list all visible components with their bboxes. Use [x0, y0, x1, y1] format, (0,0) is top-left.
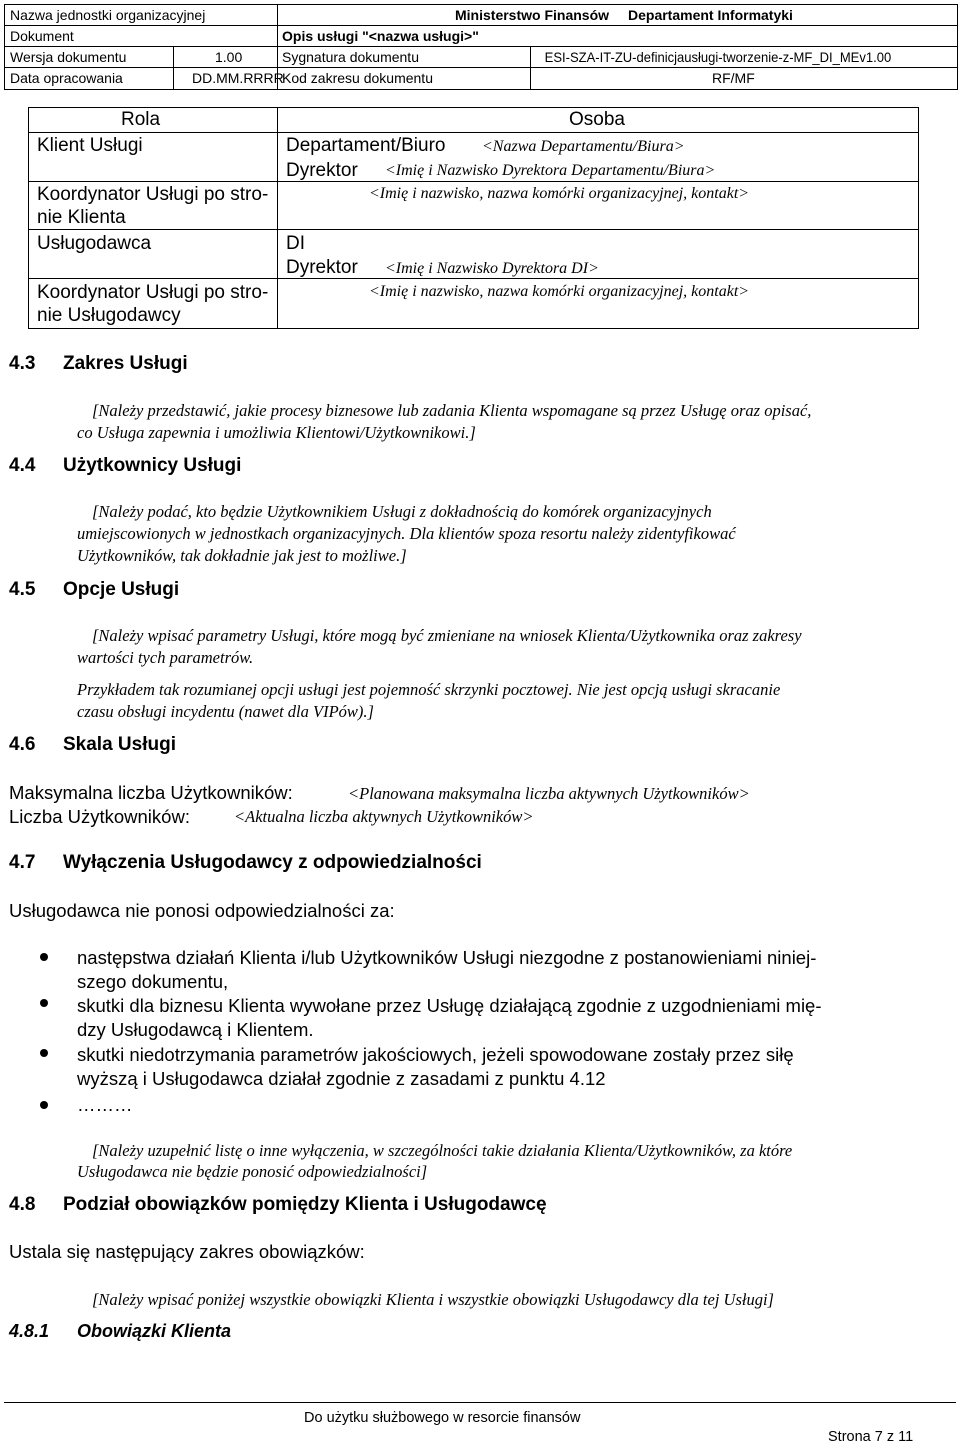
client-dept-label: Departament/Biuro	[286, 135, 446, 156]
provider-dept-label: DI	[286, 233, 305, 254]
section-heading-4-8: 4.8 Podział obowiązków pomiędzy Klienta i Usługodawcę	[9, 1194, 547, 1215]
roles-table	[28, 107, 919, 329]
users-count-label: Liczba Użytkowników:	[9, 806, 190, 827]
s44-note-line1: [Należy podać, kto będzie Użytkownikiem Usługi z dokładnością do komórek organizacyjnych	[92, 502, 712, 521]
s45-note-line4: czasu obsługi incydentu (nawet dla VIPów).]	[77, 702, 374, 721]
col-role-header: Rola	[121, 109, 161, 130]
s44-note-line2: umiejscowionych w jednostkach organizacyjnych. Dla klientów spoza resortu należy zidentyfikować	[77, 524, 736, 543]
role-provider-coordinator-line1: Koordynator Usługi po stro-	[37, 282, 269, 303]
provider-director-value: <Imię i Nazwisko Dyrektora DI>	[385, 260, 599, 277]
date-value: DD.MM.RRRR	[192, 70, 284, 86]
bullet-icon	[40, 999, 48, 1007]
s47-item3-line1: skutki niedotrzymania parametrów jakościowych, jeżeli spowodowane zostały przez siłę	[77, 1044, 794, 1065]
signature-label: Sygnatura dokumentu	[282, 49, 419, 65]
version-label: Wersja dokumentu	[10, 49, 127, 65]
s43-note-line2: co Usługa zapewnia i umożliwia Klientowi/Użytkownikowi.]	[77, 423, 476, 442]
max-users-value: <Planowana maksymalna liczba aktywnych Użytkowników>	[348, 784, 750, 803]
s47-item1-line2: szego dokumentu,	[77, 971, 229, 992]
role-client-coordinator-line2: nie Klienta	[37, 207, 126, 228]
header-row-organization	[5, 5, 957, 26]
s43-note-line1: [Należy przedstawić, jakie procesy biznesowe lub zadania Klienta wspomagane są przez Usługę oraz opisać,	[92, 401, 812, 420]
s47-item1-line1: następstwa działań Klienta i/lub Użytkowników Usługi niezgodne z postanowieniami niniej-	[77, 947, 817, 968]
users-count-value: <Aktualna liczba aktywnych Użytkowników>	[234, 807, 534, 826]
col-person-header: Osoba	[569, 109, 625, 130]
s44-note-line3: Użytkowników, tak dokładnie jak jest to możliwe.]	[77, 546, 407, 565]
s45-note-line3: Przykładem tak rozumianej opcji usługi jest pojemność skrzynki pocztowej. Nie jest opcją usługi skracanie	[77, 680, 781, 699]
provider-director-label: Dyrektor	[286, 257, 358, 278]
scope-value: RF/MF	[712, 70, 755, 86]
role-provider: Usługodawca	[37, 233, 152, 254]
bullet-icon	[40, 953, 48, 961]
s47-note-line2: Usługodawca nie będzie ponosić odpowiedzialności]	[77, 1162, 428, 1181]
section-heading-4-3: 4.3 Zakres Usługi	[9, 353, 188, 374]
role-client-coordinator-line1: Koordynator Usługi po stro-	[37, 184, 269, 205]
footer-classification: Do użytku służbowego w resorcie finansów	[304, 1410, 581, 1426]
s47-item3-line2: wyższą i Usługodawca działał zgodnie z zasadami z punktu 4.12	[77, 1068, 606, 1089]
header-row-version	[5, 47, 957, 68]
footer-divider	[4, 1402, 956, 1403]
footer-page-number: Strona 7 z 11	[828, 1429, 914, 1445]
client-director-value: <Imię i Nazwisko Dyrektora Departamentu/Biura>	[385, 162, 716, 179]
s45-note-line2: wartości tych parametrów.	[77, 648, 254, 667]
ministry-name: Ministerstwo Finansów	[455, 7, 610, 23]
s48-note: [Należy wpisać poniżej wszystkie obowiązki Klienta i wszystkie obowiązki Usługodawcy dla tej Usługi]	[92, 1290, 774, 1309]
section-heading-4-6: 4.6 Skala Usługi	[9, 734, 176, 755]
version-value: 1.00	[215, 49, 243, 65]
s47-intro: Usługodawca nie ponosi odpowiedzialności za:	[9, 900, 395, 921]
org-label: Nazwa jednostki organizacyjnej	[10, 7, 206, 23]
provider-coordinator-value: <Imię i nazwisko, nazwa komórki organizacyjnej, kontakt>	[369, 283, 750, 300]
department-name: Departament Informatyki	[628, 7, 793, 23]
signature-value: ESI-SZA-IT-ZU-definicjausługi-tworzenie-z-MF_DI_MEv1.00	[544, 49, 892, 65]
section-heading-4-5: 4.5 Opcje Usługi	[9, 579, 180, 600]
scope-label: Kod zakresu dokumentu	[282, 70, 433, 86]
bullet-icon	[40, 1101, 48, 1109]
s45-note-line1: [Należy wpisać parametry Usługi, które mogą być zmieniane na wniosek Klienta/Użytkownika oraz zakresy	[92, 626, 802, 645]
s47-item4: ………	[77, 1094, 133, 1115]
header-row-date	[5, 68, 957, 89]
client-director-label: Dyrektor	[286, 160, 358, 181]
client-dept-value: <Nazwa Departamentu/Biura>	[482, 138, 685, 155]
client-coordinator-value: <Imię i nazwisko, nazwa komórki organizacyjnej, kontakt>	[369, 185, 750, 202]
s48-intro: Ustala się następujący zakres obowiązków:	[9, 1241, 365, 1262]
doc-label: Dokument	[10, 28, 74, 44]
section-heading-4-4: 4.4 Użytkownicy Usługi	[9, 455, 242, 476]
section-heading-4-7: 4.7 Wyłączenia Usługodawcy z odpowiedzialności	[9, 852, 482, 873]
role-client: Klient Usługi	[37, 135, 143, 156]
role-provider-coordinator-line2: nie Usługodawcy	[37, 305, 181, 326]
s47-item2-line2: dzy Usługodawcą i Klientem.	[77, 1019, 314, 1040]
bullet-icon	[40, 1049, 48, 1057]
s47-item2-line1: skutki dla biznesu Klienta wywołane przez Usługę działającą zgodnie z uzgodnieniami mię-	[77, 995, 822, 1016]
max-users-label: Maksymalna liczba Użytkowników:	[9, 782, 293, 803]
section-heading-4-8-1: 4.8.1 Obowiązki Klienta	[9, 1321, 232, 1341]
s47-note-line1: [Należy uzupełnić listę o inne wyłączenia, w szczególności takie działania Klienta/Użytkowników, za które	[92, 1141, 793, 1160]
header-row-document	[5, 26, 957, 47]
doc-title: Opis usługi "<nazwa usługi>"	[282, 28, 479, 44]
date-label: Data opracowania	[10, 70, 123, 86]
document-header-table	[4, 4, 958, 90]
